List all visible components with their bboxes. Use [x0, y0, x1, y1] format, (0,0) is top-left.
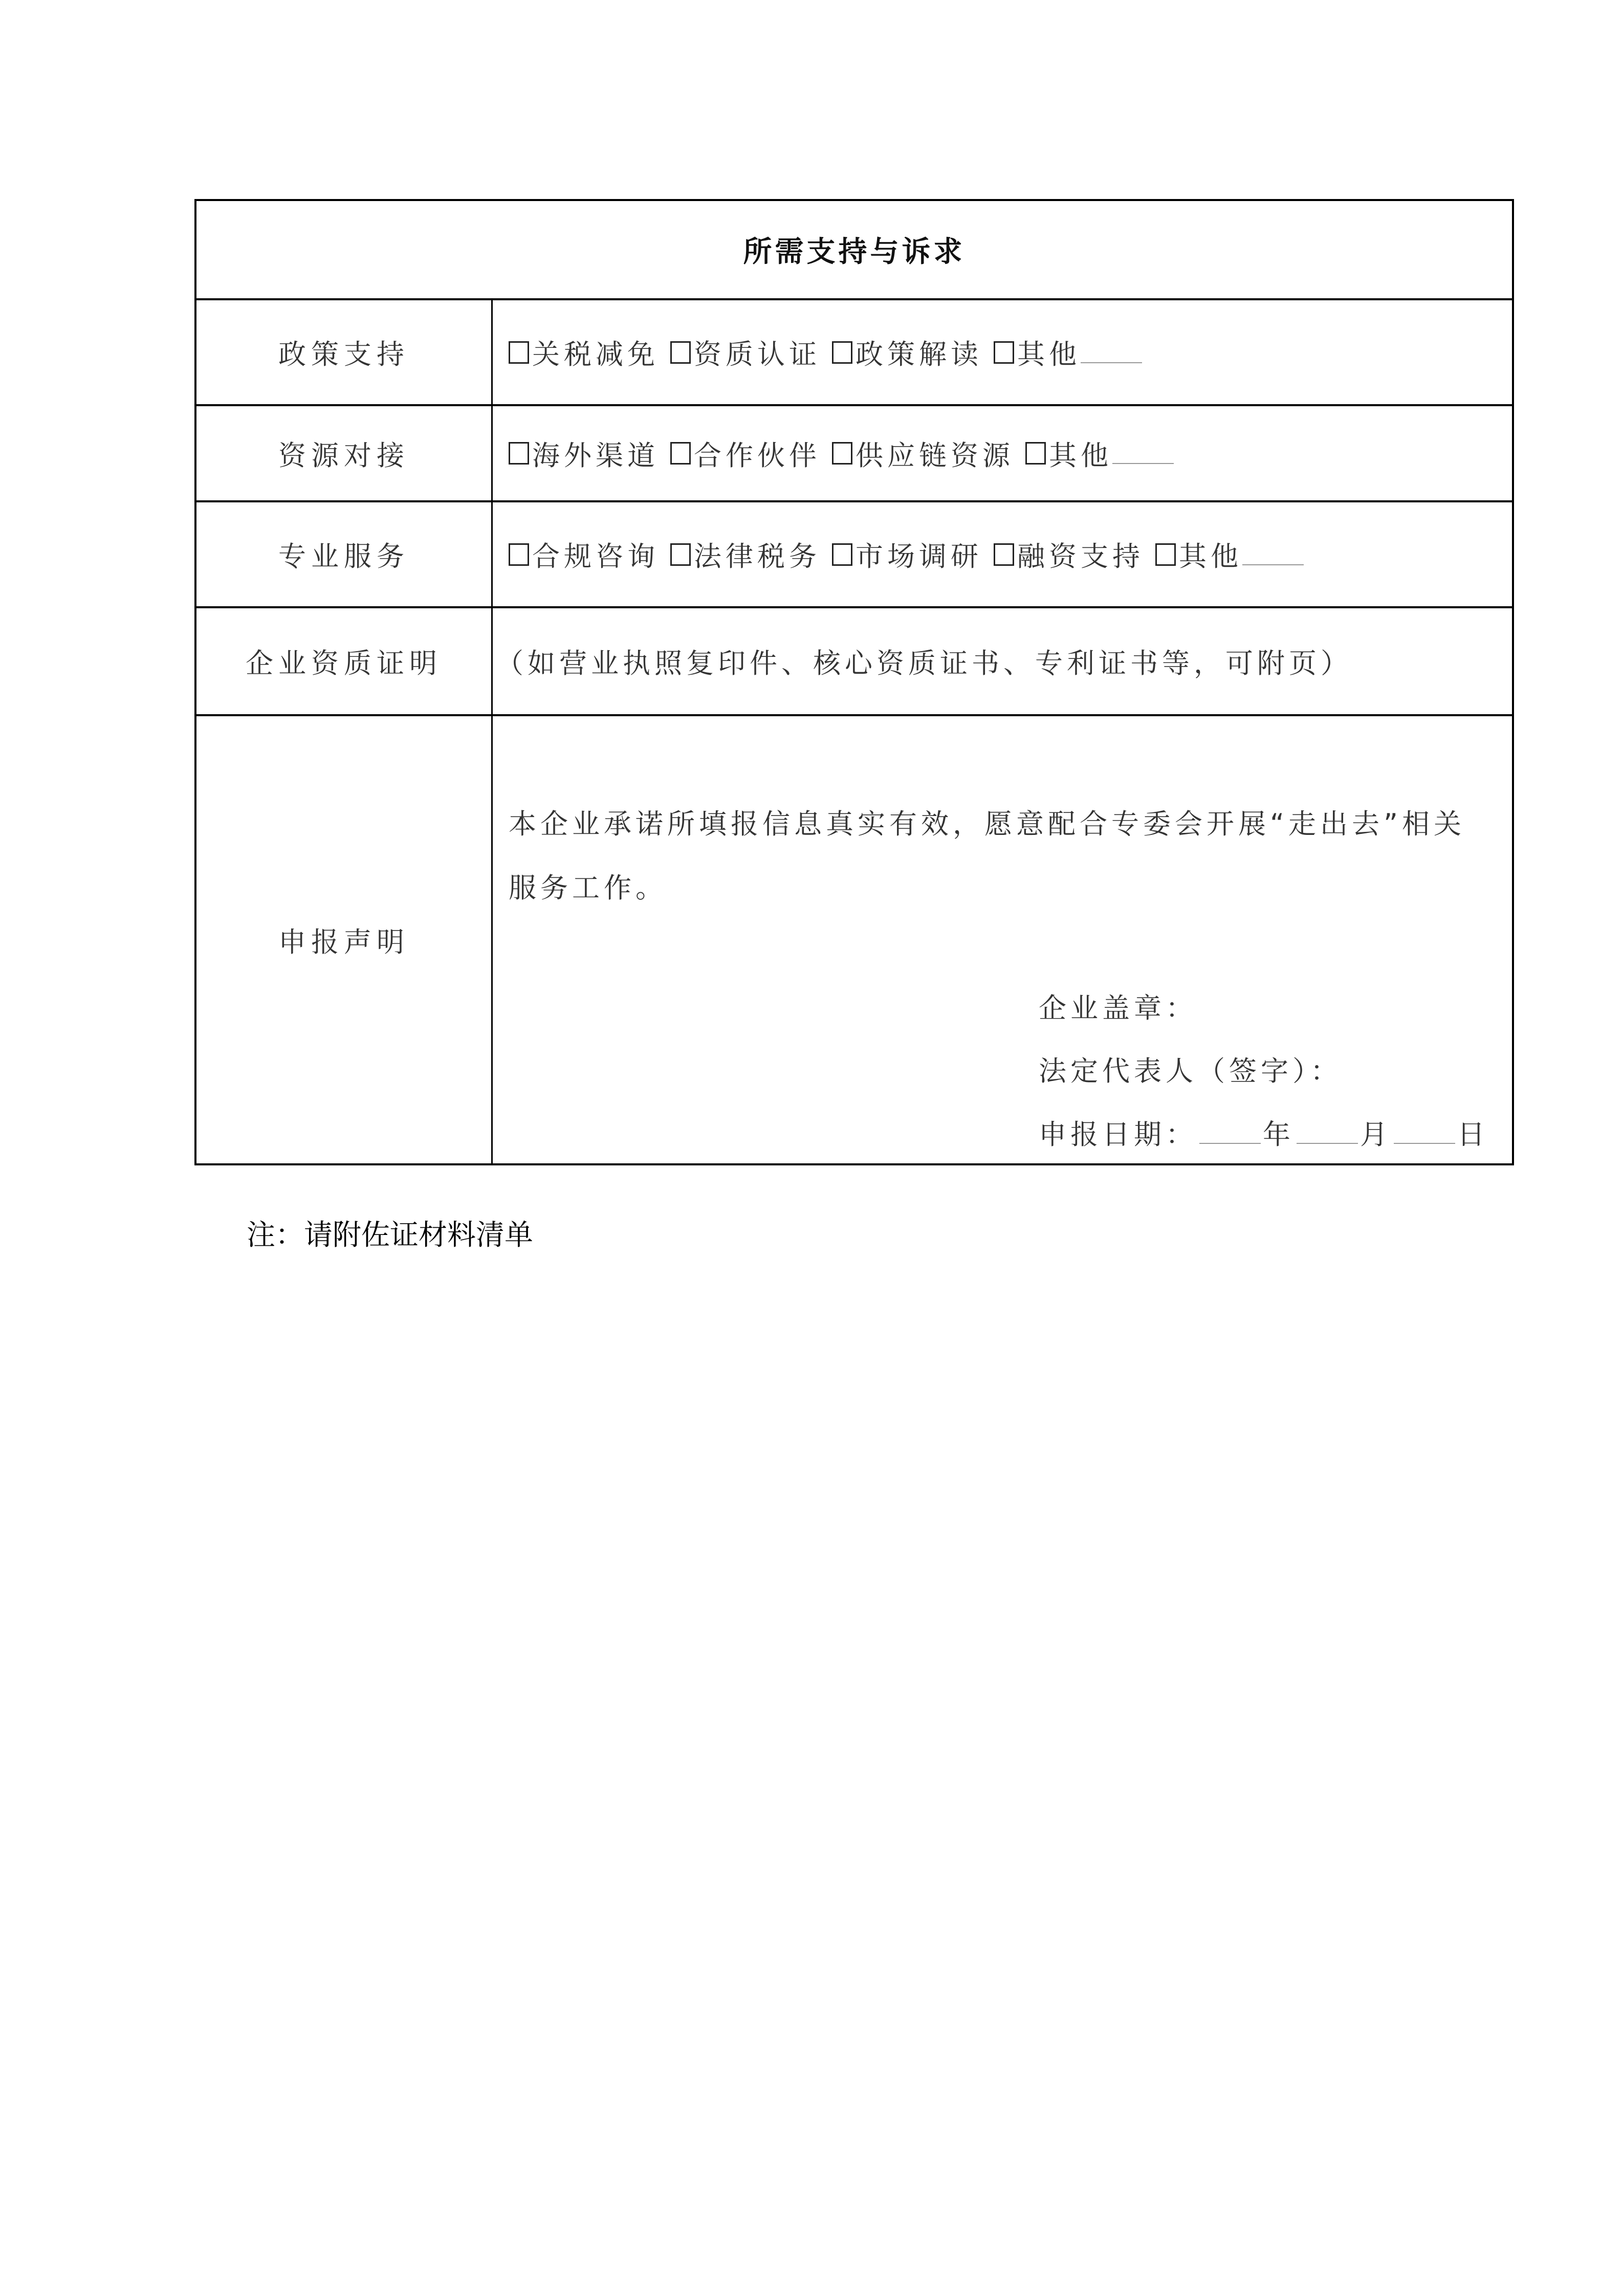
- legal-rep-signature-label: 法定代表人（签字）：: [1039, 1055, 1342, 1087]
- option-label: 供应链资源: [856, 439, 1014, 472]
- option-label: 政策解读: [856, 338, 982, 370]
- year-blank[interactable]: [1199, 1122, 1261, 1144]
- declaration-text: 本企业承诺所填报信息真实有效，愿意配合专委会开展“走出去”相关服务工作。: [509, 808, 1465, 904]
- option-label: 资质认证: [694, 338, 821, 370]
- checkbox-option[interactable]: [1025, 434, 1174, 473]
- month-blank[interactable]: [1297, 1122, 1358, 1144]
- option-label: 融资支持: [1017, 540, 1144, 572]
- resources-options: [509, 406, 1502, 500]
- other-blank[interactable]: [1112, 443, 1174, 464]
- checkbox-option[interactable]: [832, 434, 1014, 473]
- other-blank[interactable]: [1081, 342, 1142, 363]
- checkbox-icon[interactable]: [509, 442, 529, 465]
- table-title: 所需支持与诉求: [743, 235, 966, 269]
- date-label: 申报日期：: [1039, 1118, 1197, 1151]
- support-request-table: [194, 199, 1514, 1165]
- checkbox-option[interactable]: [509, 535, 659, 574]
- company-seal-label: 企业盖章：: [1039, 992, 1197, 1024]
- checkbox-icon[interactable]: [670, 341, 691, 364]
- checkbox-option[interactable]: [670, 434, 821, 473]
- checkbox-icon[interactable]: [832, 543, 852, 566]
- row-label-resources: 资源对接: [278, 439, 409, 472]
- option-label: 合作伙伴: [694, 439, 821, 472]
- checkbox-icon[interactable]: [994, 543, 1014, 566]
- year-label: 年: [1263, 1118, 1295, 1151]
- checkbox-option[interactable]: [832, 333, 982, 372]
- checkbox-icon[interactable]: [509, 341, 529, 364]
- footnote: 注：请附佐证材料清单: [247, 1219, 533, 1252]
- day-label: 日: [1457, 1118, 1489, 1151]
- checkbox-icon[interactable]: [994, 341, 1014, 364]
- checkbox-icon[interactable]: [1025, 442, 1046, 465]
- checkbox-option[interactable]: [670, 535, 821, 574]
- option-label: 海外渠道: [532, 439, 659, 472]
- checkbox-icon[interactable]: [670, 442, 691, 465]
- option-label: 其他: [1017, 338, 1081, 370]
- row-label-qualification: 企业资质证明: [246, 647, 442, 679]
- row-label-policy: 政策支持: [278, 338, 409, 370]
- checkbox-icon[interactable]: [670, 543, 691, 566]
- checkbox-option[interactable]: [994, 333, 1142, 372]
- checkbox-icon[interactable]: [509, 543, 529, 566]
- day-blank[interactable]: [1394, 1122, 1455, 1144]
- option-label: 其他: [1049, 439, 1112, 472]
- month-label: 月: [1360, 1118, 1392, 1151]
- checkbox-option[interactable]: [994, 535, 1144, 574]
- other-blank[interactable]: [1242, 544, 1304, 565]
- option-label: 其他: [1179, 540, 1242, 572]
- declaration-date: [1039, 1113, 1489, 1152]
- checkbox-icon[interactable]: [832, 442, 852, 465]
- checkbox-option[interactable]: [670, 333, 821, 372]
- policy-options: [509, 300, 1502, 404]
- row-label-declaration: 申报声明: [278, 925, 409, 958]
- option-label: 法律税务: [694, 540, 821, 572]
- qualification-note: （如营业执照复印件、核心资质证书、专利证书等，可附页）: [496, 647, 1352, 679]
- column-divider: [491, 298, 493, 1163]
- checkbox-option[interactable]: [832, 535, 982, 574]
- checkbox-option[interactable]: [509, 434, 659, 473]
- checkbox-icon[interactable]: [1155, 543, 1176, 566]
- services-options: [509, 502, 1502, 606]
- checkbox-option[interactable]: [509, 333, 659, 372]
- checkbox-icon[interactable]: [832, 341, 852, 364]
- checkbox-option[interactable]: [1155, 535, 1304, 574]
- option-label: 合规咨询: [532, 540, 659, 572]
- row-label-services: 专业服务: [278, 540, 409, 572]
- option-label: 市场调研: [856, 540, 982, 572]
- option-label: 关税减免: [532, 338, 659, 370]
